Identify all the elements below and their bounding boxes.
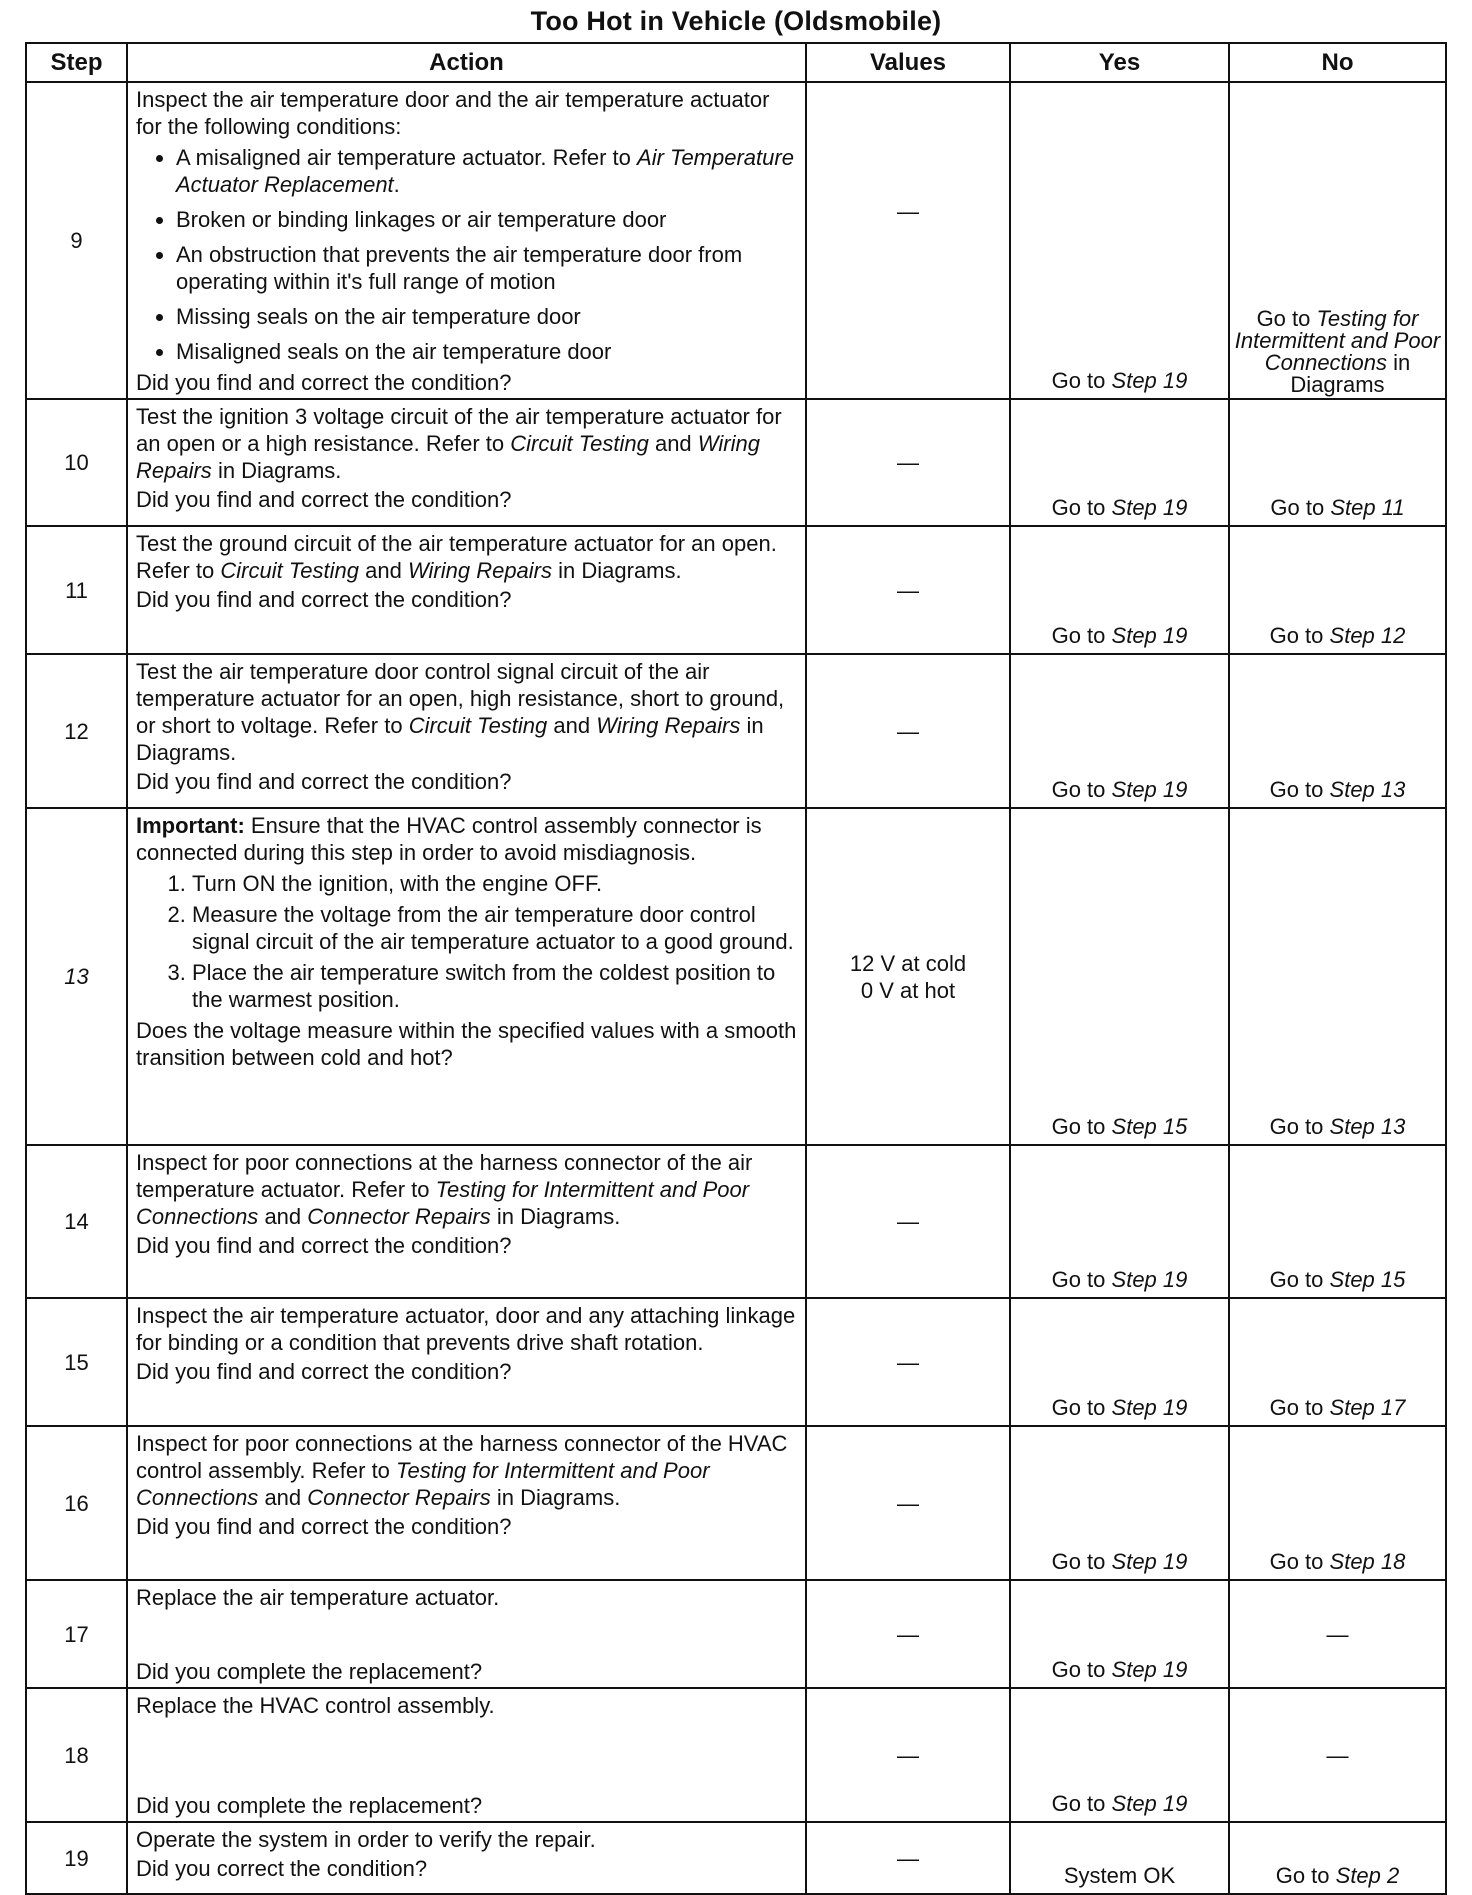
table-row [26,82,1446,399]
table-row [26,399,1446,526]
values-cell: — [806,1822,1010,1894]
step-number: 13 [26,808,127,1145]
no-cell: Go to Step 17 [1229,1298,1446,1426]
step-number: 11 [26,526,127,654]
no-cell: Go to Step 18 [1229,1426,1446,1580]
action-text: Inspect for poor connections at the harness connector of the air temperature actuator. Refer to Testing for Intermittent and Poor Connections and Connector Repairs in Diagrams. [136,1150,753,1229]
no-cell: Go to Step 2 [1229,1822,1446,1894]
reference-link: Testing for Intermittent and Poor Connections [1234,306,1441,375]
action-text: Inspect the air temperature door and the air temperature actuator for the following conditions: [136,87,770,139]
action-text: Test the ground circuit of the air temperature actuator for an open. Refer to Circuit Testing and Wiring Repairs in Diagrams. [136,531,777,583]
list-item: • A misaligned air temperature actuator. Refer to Air Temperature Actuator Replacement. [176,144,799,198]
action-question: Did you find and correct the condition? [136,487,512,512]
action-text: Operate the system in order to verify the repair. [136,1827,596,1852]
yes-cell: Go to Step 19 [1010,1426,1229,1580]
condition-list [136,144,799,365]
action-cell [127,526,806,654]
step-number: 14 [26,1145,127,1298]
step-number: 12 [26,654,127,808]
yes-cell: Go to Step 19 [1010,1298,1229,1426]
list-item: • Misaligned seals on the air temperature door [176,338,799,365]
procedure-list [136,870,799,1013]
no-cell: Go to Step 13 [1229,654,1446,808]
step-number: 10 [26,399,127,526]
page-title: Too Hot in Vehicle (Oldsmobile) [530,6,942,36]
action-cell [127,1426,806,1580]
yes-cell: System OK [1010,1822,1229,1894]
values-cell: — [806,399,1010,526]
values-cell: — [806,1298,1010,1426]
diagnostic-table [25,42,1447,1895]
reference-link: Air Temperature Actuator Replacement [176,145,794,197]
action-question: Did you find and correct the condition? [136,370,512,395]
list-item: 2. Measure the voltage from the air temperature door control signal circuit of the air temperature actuator to a good ground. [192,901,799,955]
table-row [26,1298,1446,1426]
table-row [26,1688,1446,1822]
table-row [26,1426,1446,1580]
yes-cell: Go to Step 19 [1010,1688,1229,1822]
header-yes: Yes [1010,43,1229,82]
action-question: Did you correct the condition? [136,1856,428,1881]
yes-cell: Go to Step 19 [1010,1145,1229,1298]
list-item: 3. Place the air temperature switch from the coldest position to the warmest position. [192,959,799,1013]
table-row [26,654,1446,808]
list-item: 1. Turn ON the ignition, with the engine OFF. [192,870,799,897]
yes-cell: Go to Step 19 [1010,1580,1229,1688]
header-no: No [1229,43,1446,82]
values-cell: — [806,654,1010,808]
action-question: Did you complete the replacement? [136,1793,483,1818]
action-text: Inspect the air temperature actuator, door and any attaching linkage for binding or a condition that prevents drive shaft rotation. [136,1303,796,1355]
values-cell: — [806,526,1010,654]
table-row [26,526,1446,654]
action-question: Did you find and correct the condition? [136,769,512,794]
action-text: Replace the HVAC control assembly. [136,1693,495,1718]
table-row [26,808,1446,1145]
action-cell [127,1580,806,1688]
action-question: Did you find and correct the condition? [136,587,512,612]
action-cell [127,1688,806,1822]
no-cell: Go to Step 12 [1229,526,1446,654]
step-number: 9 [26,82,127,399]
action-text: Replace the air temperature actuator. [136,1585,500,1610]
action-question: Does the voltage measure within the specified values with a smooth transition between cold and hot? [136,1018,797,1070]
values-cell: — [806,1145,1010,1298]
header-step: Step [26,43,127,82]
action-text: Test the air temperature door control signal circuit of the air temperature actuator for an open, high resistance, short to ground, or short to voltage. Refer to Circuit Testing and Wiring Repairs in Diagrams. [136,659,785,765]
values-cell [806,808,1010,1145]
action-question: Did you find and correct the condition? [136,1514,512,1539]
action-question: Did you complete the replacement? [136,1659,483,1684]
action-question: Did you find and correct the condition? [136,1359,512,1384]
important-note: Important: Ensure that the HVAC control assembly connector is connected during this step in order to avoid misdiagnosis. [136,813,762,865]
action-cell [127,808,806,1145]
no-cell: — [1229,1688,1446,1822]
table-row [26,1580,1446,1688]
values-cell: — [806,1580,1010,1688]
table-row [26,1822,1446,1894]
action-question: Did you find and correct the condition? [136,1233,512,1258]
action-text: Inspect for poor connections at the harness connector of the HVAC control assembly. Refer to Testing for Intermittent and Poor Connections and Connector Repairs in Diagrams. [136,1431,788,1510]
step-number: 15 [26,1298,127,1426]
action-cell [127,399,806,526]
step-number: 16 [26,1426,127,1580]
action-cell [127,1298,806,1426]
yes-cell: Go to Step 19 [1010,399,1229,526]
action-text: Test the ignition 3 voltage circuit of the air temperature actuator for an open or a high resistance. Refer to Circuit Testing and Wiring Repairs in Diagrams. [136,404,782,483]
no-cell: Go to Testing for Intermittent and Poor Connections in Diagrams [1229,82,1446,399]
no-cell: Go to Step 11 [1229,399,1446,526]
value-cold: 12 V at cold [849,950,967,976]
step-number: 19 [26,1822,127,1894]
list-item: • An obstruction that prevents the air temperature door from operating within it's full range of motion [176,241,799,295]
action-cell [127,654,806,808]
action-cell [127,1822,806,1894]
value-hot: 0 V at hot [860,977,956,1003]
header-row [26,43,1446,82]
yes-cell: Go to Step 19 [1010,82,1229,399]
no-cell: Go to Step 13 [1229,808,1446,1145]
header-values: Values [806,43,1010,82]
yes-cell: Go to Step 19 [1010,654,1229,808]
step-number: 18 [26,1688,127,1822]
yes-cell: Go to Step 19 [1010,526,1229,654]
no-cell: — [1229,1580,1446,1688]
action-cell [127,82,806,399]
action-cell [127,1145,806,1298]
values-cell: — [806,1426,1010,1580]
header-action: Action [127,43,806,82]
yes-cell: Go to Step 15 [1010,808,1229,1145]
no-cell: Go to Step 15 [1229,1145,1446,1298]
values-cell: — [806,1688,1010,1822]
list-item: • Missing seals on the air temperature door [176,303,799,330]
table-row [26,1145,1446,1298]
list-item: • Broken or binding linkages or air temperature door [176,206,799,233]
step-number: 17 [26,1580,127,1688]
values-cell: — [806,82,1010,399]
